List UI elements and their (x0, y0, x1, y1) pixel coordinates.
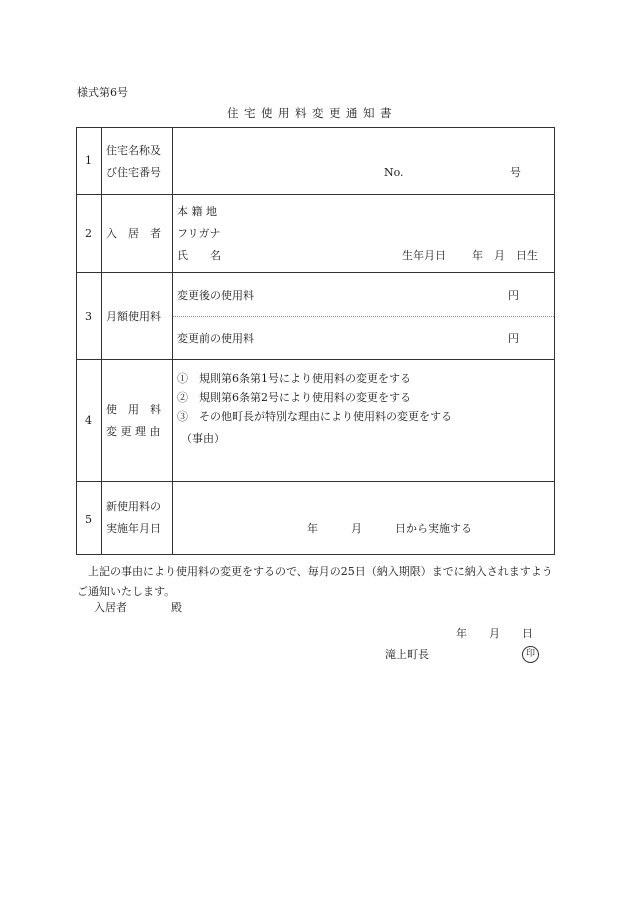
row-label-resident: 入 居 者 (106, 227, 161, 240)
dotted-divider (173, 316, 554, 317)
reason-item-2: ② 規則第6条第2号により使用料の変更をする (177, 391, 411, 404)
row-divider-1 (77, 194, 554, 195)
column-divider-label (172, 128, 173, 554)
row-number-5: 5 (85, 513, 92, 526)
recipient-line: 入居者 殿 (94, 601, 182, 614)
row-number-3: 3 (85, 310, 92, 323)
row-number-1: 1 (85, 154, 92, 167)
row-label-monthly-fee: 月額使用料 (106, 310, 161, 323)
reason-item-1: ① 規則第6条第1号により使用料の変更をする (177, 372, 411, 385)
fee-before-label: 変更前の使用料 (177, 332, 254, 345)
issue-date: 年 月 日 (456, 627, 533, 640)
issuer-name: 滝上町長 (385, 648, 429, 661)
fee-before-yen: 円 (508, 332, 519, 345)
furigana-label: フリガナ (177, 227, 221, 240)
row-divider-2 (77, 272, 554, 273)
row-label-housing-line1: 住宅名称及 (106, 144, 161, 157)
reason-jiyu: （事由） (181, 432, 225, 445)
birth-date-units: 年 月 日生 (472, 249, 538, 262)
form-table (76, 127, 555, 555)
document-title: 住宅使用料変更通知書 (227, 106, 397, 120)
row-label-reason-line1: 使 用 料 (106, 403, 161, 416)
birth-date-label: 生年月日 (402, 249, 446, 262)
seal-icon: 印 (522, 646, 539, 663)
housing-go-label: 号 (510, 166, 521, 179)
row-label-effective-line2: 実施年月日 (106, 522, 161, 535)
effective-date-text: 年 月 日から実施する (307, 522, 472, 535)
fee-after-yen: 円 (508, 289, 519, 302)
row-label-reason-line2: 変 更 理 由 (106, 425, 161, 438)
row-label-housing-line2: び住宅番号 (106, 166, 161, 179)
row-divider-4 (77, 481, 554, 482)
reason-item-3: ③ その他町長が特別な理由により使用料の変更をする (177, 410, 452, 423)
row-label-effective-line1: 新使用料の (106, 500, 161, 513)
shimei-label: 氏 名 (177, 249, 221, 262)
row-number-4: 4 (85, 414, 92, 427)
notice-text: 上記の事由により使用料の変更をするので、毎月の25日（納入期限）までに納入されますようご通知いたします。 (77, 565, 553, 598)
fee-after-label: 変更後の使用料 (177, 289, 254, 302)
column-divider-number (101, 128, 102, 554)
row-number-2: 2 (85, 227, 92, 240)
housing-no-label: No. (384, 166, 404, 179)
honseki-label: 本 籍 地 (177, 205, 217, 218)
row-divider-3 (77, 359, 554, 360)
form-number: 様式第6号 (77, 86, 128, 99)
